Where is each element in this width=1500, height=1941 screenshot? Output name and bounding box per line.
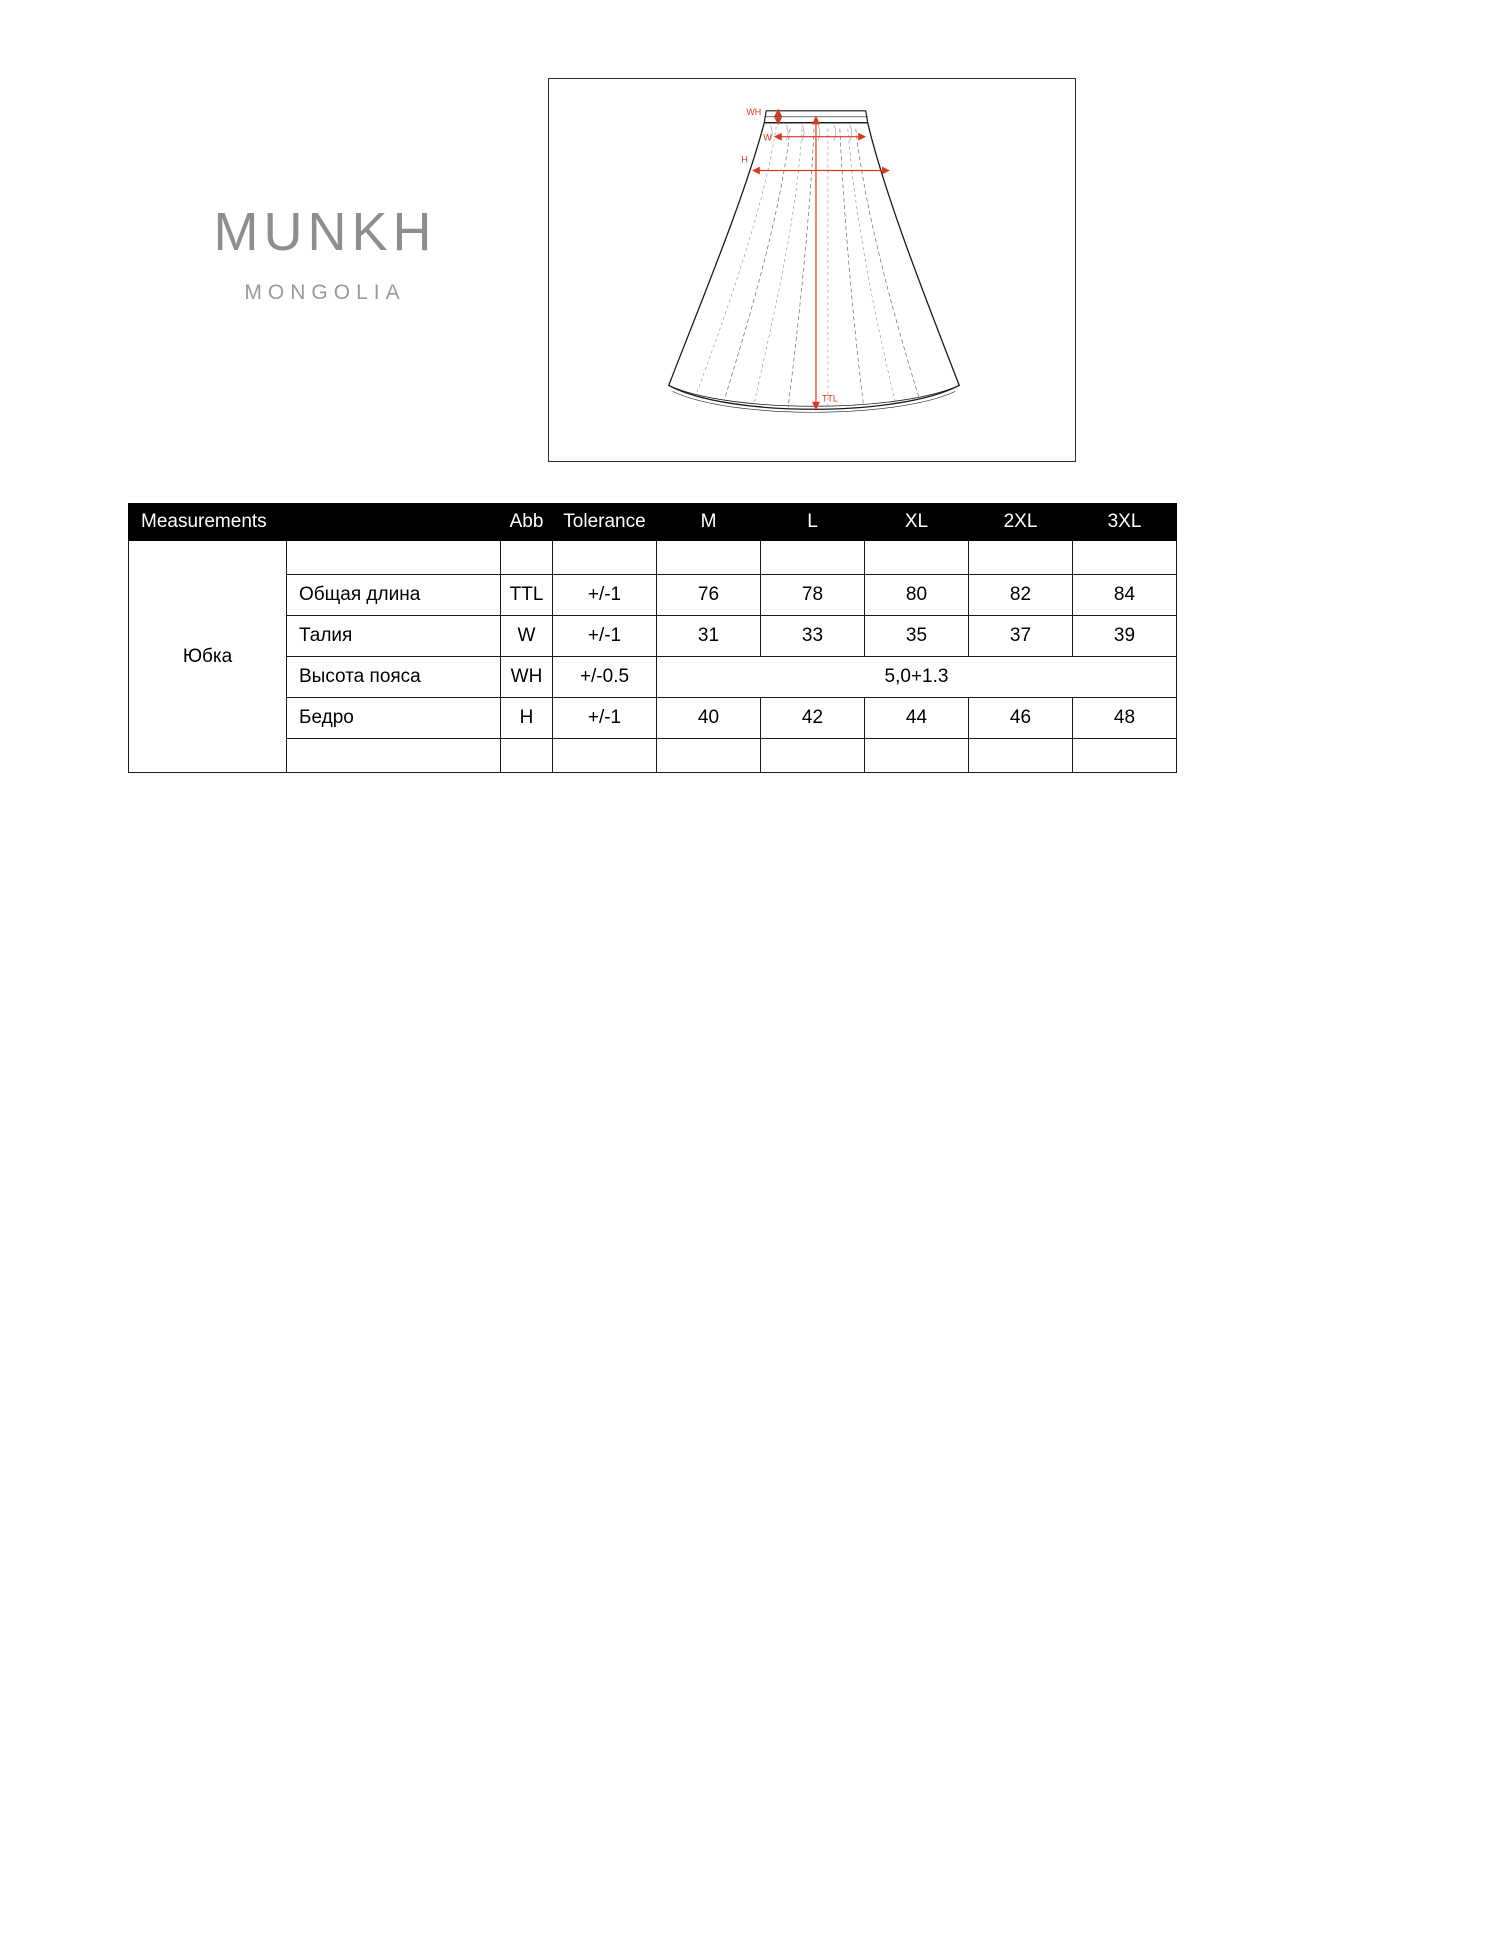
measurement-name: Общая длина: [287, 575, 501, 616]
header-tolerance: Tolerance: [553, 504, 657, 541]
value-xl: 35: [865, 616, 969, 657]
table-row: [129, 616, 1177, 657]
value-m: 76: [657, 575, 761, 616]
group-label-cell: Юбка: [129, 541, 287, 773]
spacer-cell: [657, 739, 761, 773]
measurement-name: Талия: [287, 616, 501, 657]
table-row: [129, 657, 1177, 698]
measurement-abb: TTL: [501, 575, 553, 616]
skirt-technical-drawing: [548, 78, 1076, 462]
measurement-name: Высота пояса: [287, 657, 501, 698]
spacer-cell: [969, 739, 1073, 773]
svg-text:H: H: [741, 154, 748, 165]
spacer-cell: [287, 739, 501, 773]
measurement-tolerance: +/-1: [553, 698, 657, 739]
table-row: [129, 698, 1177, 739]
measurement-name: Бедро: [287, 698, 501, 739]
header-size-xl: XL: [865, 504, 969, 541]
svg-text:TTL: TTL: [821, 393, 838, 404]
value-xl: 80: [865, 575, 969, 616]
measurement-abb: W: [501, 616, 553, 657]
measurement-abb: WH: [501, 657, 553, 698]
value-3xl: 84: [1073, 575, 1177, 616]
value-l: 42: [761, 698, 865, 739]
spacer-cell: [761, 739, 865, 773]
svg-text:W: W: [763, 132, 772, 143]
brand-subtitle: MONGOLIA: [244, 281, 406, 304]
measurement-tolerance: +/-0.5: [553, 657, 657, 698]
value-2xl: 82: [969, 575, 1073, 616]
brand-block: [175, 202, 475, 305]
table-header-row: [129, 504, 1177, 541]
spacer-cell: [501, 739, 553, 773]
table-row: [129, 575, 1177, 616]
value-m: 31: [657, 616, 761, 657]
spacer-cell: [287, 541, 501, 575]
value-3xl: 48: [1073, 698, 1177, 739]
value-xl: 44: [865, 698, 969, 739]
header-abb: Abb: [501, 504, 553, 541]
table-spacer-row-top: [129, 541, 1177, 575]
brand-name: MUNKH: [213, 202, 437, 262]
spacer-cell: [969, 541, 1073, 575]
measurement-abb: H: [501, 698, 553, 739]
header-size-m: M: [657, 504, 761, 541]
spacer-cell: [553, 739, 657, 773]
spacer-cell: [657, 541, 761, 575]
header-measurements: Measurements: [129, 504, 501, 541]
spacer-cell: [865, 541, 969, 575]
spacer-cell: [761, 541, 865, 575]
svg-text:WH: WH: [746, 106, 762, 117]
measurement-tolerance: +/-1: [553, 575, 657, 616]
header-size-2xl: 2XL: [969, 504, 1073, 541]
value-3xl: 39: [1073, 616, 1177, 657]
value-2xl: 46: [969, 698, 1073, 739]
value-all-sizes: 5,0+1.3: [657, 657, 1177, 698]
measurement-tolerance: +/-1: [553, 616, 657, 657]
spacer-cell: [1073, 739, 1177, 773]
header-size-l: L: [761, 504, 865, 541]
spacer-cell: [553, 541, 657, 575]
value-l: 33: [761, 616, 865, 657]
value-2xl: 37: [969, 616, 1073, 657]
spacer-cell: [865, 739, 969, 773]
table-spacer-row-bottom: [129, 739, 1177, 773]
value-m: 40: [657, 698, 761, 739]
header-size-3xl: 3XL: [1073, 504, 1177, 541]
spacer-cell: [501, 541, 553, 575]
spacer-cell: [1073, 541, 1177, 575]
value-l: 78: [761, 575, 865, 616]
size-chart-table: [128, 503, 1177, 773]
